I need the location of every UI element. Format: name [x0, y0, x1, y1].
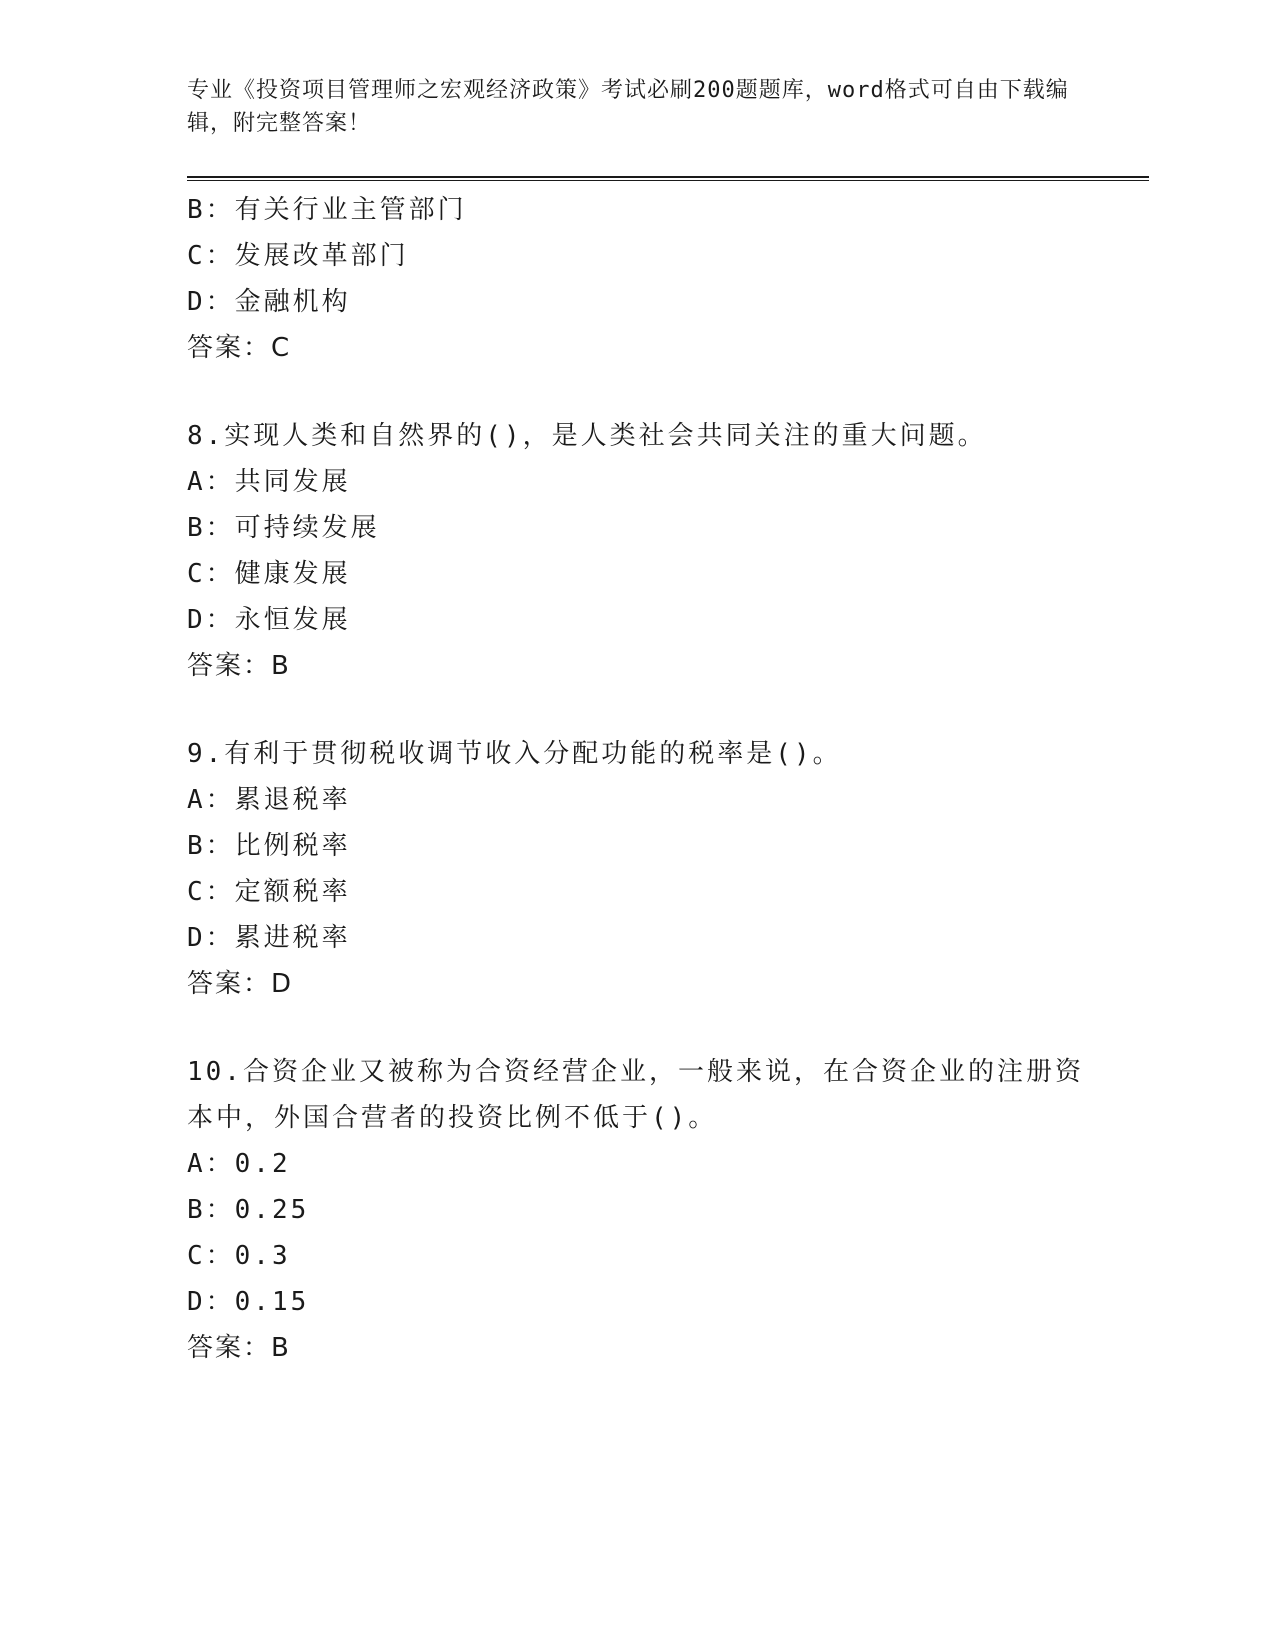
answer-line: 答案：B: [187, 651, 291, 681]
question-stem: 8.实现人类和自然界的()，是人类社会共同关注的重大问题。: [187, 421, 987, 451]
option-d: D：永恒发展: [187, 605, 351, 635]
question-list: [187, 187, 1087, 1371]
answer-line: 答案：C: [187, 333, 292, 363]
question-stem: 9.有利于贯彻税收调节收入分配功能的税率是()。: [187, 739, 842, 769]
option-b: B：0.25: [187, 1195, 310, 1225]
option-b: B：有关行业主管部门: [187, 195, 467, 225]
option-d: D：金融机构: [187, 287, 351, 317]
header-divider: [187, 176, 1149, 181]
option-a: A：0.2: [187, 1149, 291, 1179]
document-header: 专业《投资项目管理师之宏观经济政策》考试必刷200题题库，word格式可自由下载编辑，附完整答案！: [187, 78, 1069, 136]
option-c: C：健康发展: [187, 559, 351, 589]
answer-line: 答案：B: [187, 1333, 291, 1363]
option-c: C：发展改革部门: [187, 241, 409, 271]
option-b: B：可持续发展: [187, 513, 380, 543]
option-c: C：定额税率: [187, 877, 351, 907]
answer-line: 答案：D: [187, 969, 294, 999]
option-d: D：0.15: [187, 1287, 310, 1317]
question-stem: 10.合资企业又被称为合资经营企业，一般来说，在合资企业的注册资本中，外国合营者的投资比例不低于()。: [187, 1057, 1084, 1133]
option-b: B：比例税率: [187, 831, 351, 861]
question-8: [187, 413, 1087, 689]
question-10: [187, 1049, 1087, 1371]
option-a: A：共同发展: [187, 467, 351, 497]
option-a: A：累退税率: [187, 785, 351, 815]
option-d: D：累进税率: [187, 923, 351, 953]
question-7-tail: [187, 187, 1087, 371]
question-9: [187, 731, 1087, 1007]
option-c: C：0.3: [187, 1241, 291, 1271]
